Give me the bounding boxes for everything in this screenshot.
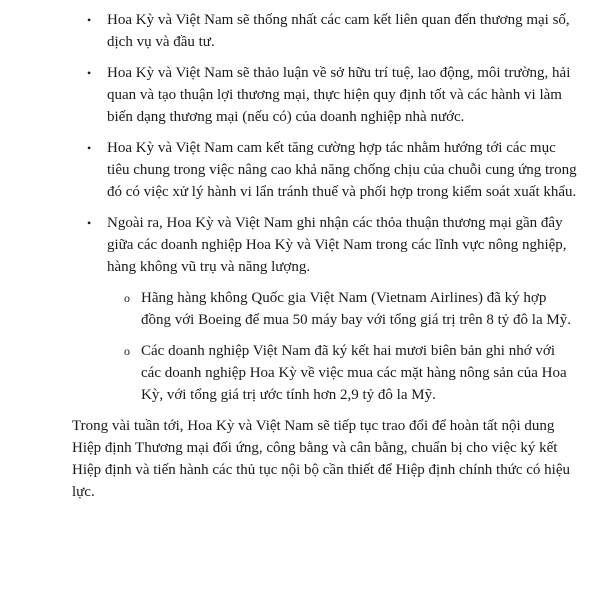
bullet-item (0, 137, 600, 203)
text-line: các doanh nghiệp Hoa Kỳ về việc mua các mặt hàng nông sản của Hoa (141, 365, 567, 381)
bullet-icon: • (87, 141, 92, 155)
text-line: Hoa Kỳ và Việt Nam sẽ thảo luận về sở hữu trí tuệ, lao động, môi trường, hải (107, 65, 571, 81)
bullet-item (0, 62, 600, 128)
closing-paragraph (0, 415, 600, 503)
text-line: dịch vụ và đầu tư. (107, 34, 215, 50)
text-line: Ngoài ra, Hoa Kỳ và Việt Nam ghi nhận các thỏa thuận thương mại gần đây (107, 215, 563, 231)
text-line: Trong vài tuần tới, Hoa Kỳ và Việt Nam sẽ tiếp tục trao đổi để hoàn tất nội dung (72, 418, 555, 434)
text-line: Hoa Kỳ và Việt Nam cam kết tăng cường hợp tác nhằm hướng tới các mục (107, 140, 556, 156)
text-line: Kỳ, với tổng giá trị ước tính hơn 2,9 tỷ đô la Mỹ. (141, 387, 436, 403)
text-line: hàng không vũ trụ và năng lượng. (107, 259, 311, 275)
text-line: Các doanh nghiệp Việt Nam đã ký kết hai mươi biên bản ghi nhớ với (141, 343, 556, 359)
bullet-icon: • (87, 13, 92, 27)
bullet-item (0, 9, 600, 53)
bullet-icon: • (87, 216, 92, 230)
text-line: biến dạng thương mại (nếu có) của doanh nghiệp nhà nước. (107, 109, 465, 125)
text-line: Hãng hàng không Quốc gia Việt Nam (Vietnam Airlines) đã ký hợp (141, 290, 547, 306)
text-line: tiêu chung trong việc nâng cao khả năng chống chịu của chuỗi cung ứng trong (107, 162, 577, 178)
text-line: Hiệp định và tiến hành các thủ tục nội bộ cần thiết để Hiệp định chính thức có hiệu (72, 462, 570, 478)
text-line: lực. (72, 484, 95, 500)
text-line: giữa các doanh nghiệp Hoa Kỳ và Việt Nam trong các lĩnh vực nông nghiệp, (107, 237, 567, 253)
text-line: đồng với Boeing để mua 50 máy bay với tổng giá trị trên 8 tỷ đô la Mỹ. (141, 312, 571, 328)
text-line: Hiệp định Thương mại đối ứng, công bằng và cân bằng, chuẩn bị cho việc ký kết (72, 440, 558, 456)
bullet-item (0, 212, 600, 278)
sub-bullet-item (0, 287, 600, 331)
circle-bullet-icon: o (124, 344, 130, 358)
sub-bullet-item (0, 340, 600, 406)
text-line: Hoa Kỳ và Việt Nam sẽ thống nhất các cam kết liên quan đến thương mại số, (107, 12, 570, 28)
bullet-icon: • (87, 66, 92, 80)
document-page (0, 9, 600, 512)
circle-bullet-icon: o (124, 291, 130, 305)
text-line: đó có việc xử lý hành vi lẩn tránh thuế và phối hợp trong kiểm soát xuất khẩu. (107, 184, 577, 200)
text-line: quan và tạo thuận lợi thương mại, thực hiện quy định tốt và các hành vi làm (107, 87, 562, 103)
